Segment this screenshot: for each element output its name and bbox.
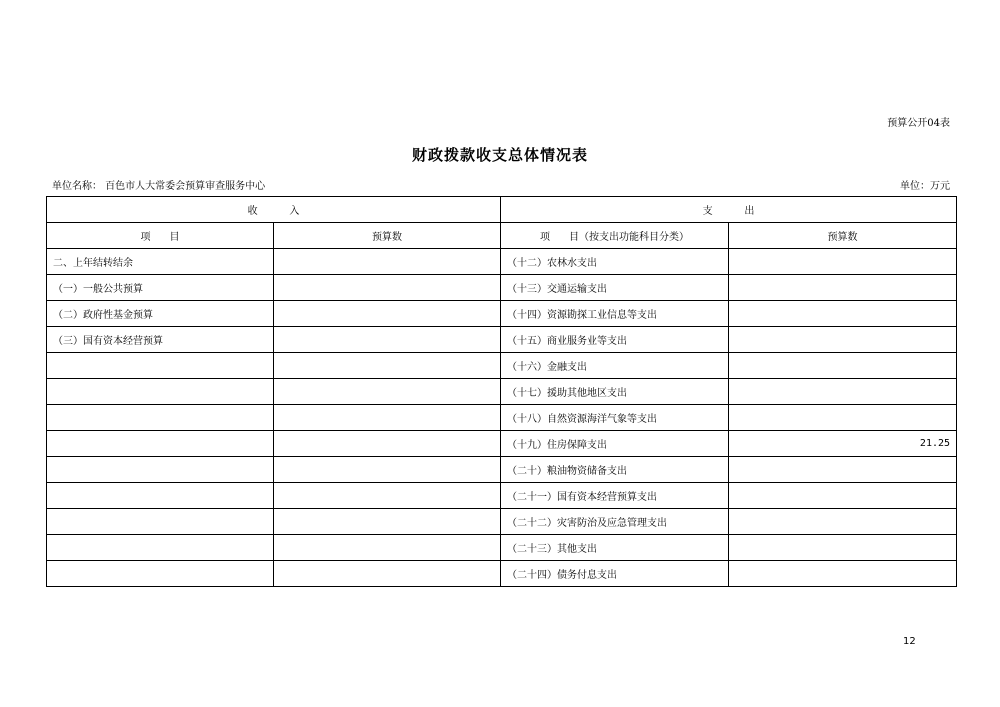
table-row [47, 327, 957, 353]
table-row [47, 561, 957, 587]
expense-amount-cell [729, 275, 957, 301]
income-amount-cell [274, 431, 501, 457]
income-item-cell: （三）国有资本经营预算 [47, 327, 274, 353]
income-item-cell: （二）政府性基金预算 [47, 301, 274, 327]
expense-amount-cell [729, 379, 957, 405]
table-row [47, 353, 957, 379]
income-item-header: 项 目 [47, 223, 274, 249]
income-item-cell [47, 431, 274, 457]
income-amount-header: 预算数 [274, 223, 501, 249]
expense-amount-cell [729, 249, 957, 275]
expense-amount-cell [729, 561, 957, 587]
expense-amount-cell [729, 405, 957, 431]
table-row [47, 457, 957, 483]
table-row [47, 275, 957, 301]
table-row [47, 535, 957, 561]
income-amount-cell [274, 353, 501, 379]
table-row [47, 509, 957, 535]
expense-item-cell: （二十一）国有资本经营预算支出 [501, 483, 729, 509]
income-item-cell [47, 509, 274, 535]
expense-amount-cell [729, 327, 957, 353]
table-column-header-row [47, 223, 957, 249]
expense-item-cell: （十四）资源勘探工业信息等支出 [501, 301, 729, 327]
income-item-cell [47, 535, 274, 561]
table-row [47, 249, 957, 275]
expense-amount-cell [729, 535, 957, 561]
page-number: 12 [903, 636, 916, 647]
income-amount-cell [274, 483, 501, 509]
expense-item-cell: （十七）援助其他地区支出 [501, 379, 729, 405]
expense-item-cell: （十三）交通运输支出 [501, 275, 729, 301]
income-amount-cell [274, 535, 501, 561]
expense-item-cell: （十九）住房保障支出 [501, 431, 729, 457]
expense-header: 支 出 [501, 197, 957, 223]
expense-item-cell: （二十二）灾害防治及应急管理支出 [501, 509, 729, 535]
expense-item-cell: （十二）农林水支出 [501, 249, 729, 275]
expense-item-cell: （十八）自然资源海洋气象等支出 [501, 405, 729, 431]
table-group-header-row [47, 197, 957, 223]
income-item-cell [47, 353, 274, 379]
expense-amount-cell [729, 457, 957, 483]
income-amount-cell [274, 275, 501, 301]
income-item-cell: （一）一般公共预算 [47, 275, 274, 301]
expense-item-cell: （十六）金融支出 [501, 353, 729, 379]
table-row [47, 301, 957, 327]
form-code: 预算公开04表 [887, 118, 950, 129]
unit-label: 单位：万元 [900, 181, 950, 192]
budget-table [46, 196, 957, 587]
income-item-cell [47, 483, 274, 509]
income-item-cell [47, 379, 274, 405]
table-row [47, 483, 957, 509]
income-header: 收 入 [47, 197, 501, 223]
table-row [47, 379, 957, 405]
income-item-cell [47, 457, 274, 483]
expense-amount-cell [729, 483, 957, 509]
income-amount-cell [274, 249, 501, 275]
expense-amount-cell [729, 301, 957, 327]
income-amount-cell [274, 509, 501, 535]
income-amount-cell [274, 561, 501, 587]
expense-amount-header: 预算数 [729, 223, 957, 249]
income-amount-cell [274, 379, 501, 405]
expense-item-cell: （二十）粮油物资储备支出 [501, 457, 729, 483]
table-row [47, 405, 957, 431]
expense-item-cell: （二十四）债务付息支出 [501, 561, 729, 587]
income-item-cell [47, 561, 274, 587]
income-amount-cell [274, 457, 501, 483]
income-item-cell [47, 405, 274, 431]
page-title: 财政拨款收支总体情况表 [411, 146, 588, 164]
income-amount-cell [274, 405, 501, 431]
expense-item-header: 项 目（按支出功能科目分类） [501, 223, 729, 249]
table-row [47, 431, 957, 457]
expense-item-cell: （十五）商业服务业等支出 [501, 327, 729, 353]
income-amount-cell [274, 301, 501, 327]
expense-amount-cell [729, 509, 957, 535]
expense-amount-cell: 21.25 [729, 431, 957, 457]
expense-amount-cell [729, 353, 957, 379]
income-item-cell: 二、上年结转结余 [47, 249, 274, 275]
unit-name: 单位名称： 百色市人大常委会预算审查服务中心 [52, 181, 266, 192]
income-amount-cell [274, 327, 501, 353]
expense-item-cell: （二十三）其他支出 [501, 535, 729, 561]
